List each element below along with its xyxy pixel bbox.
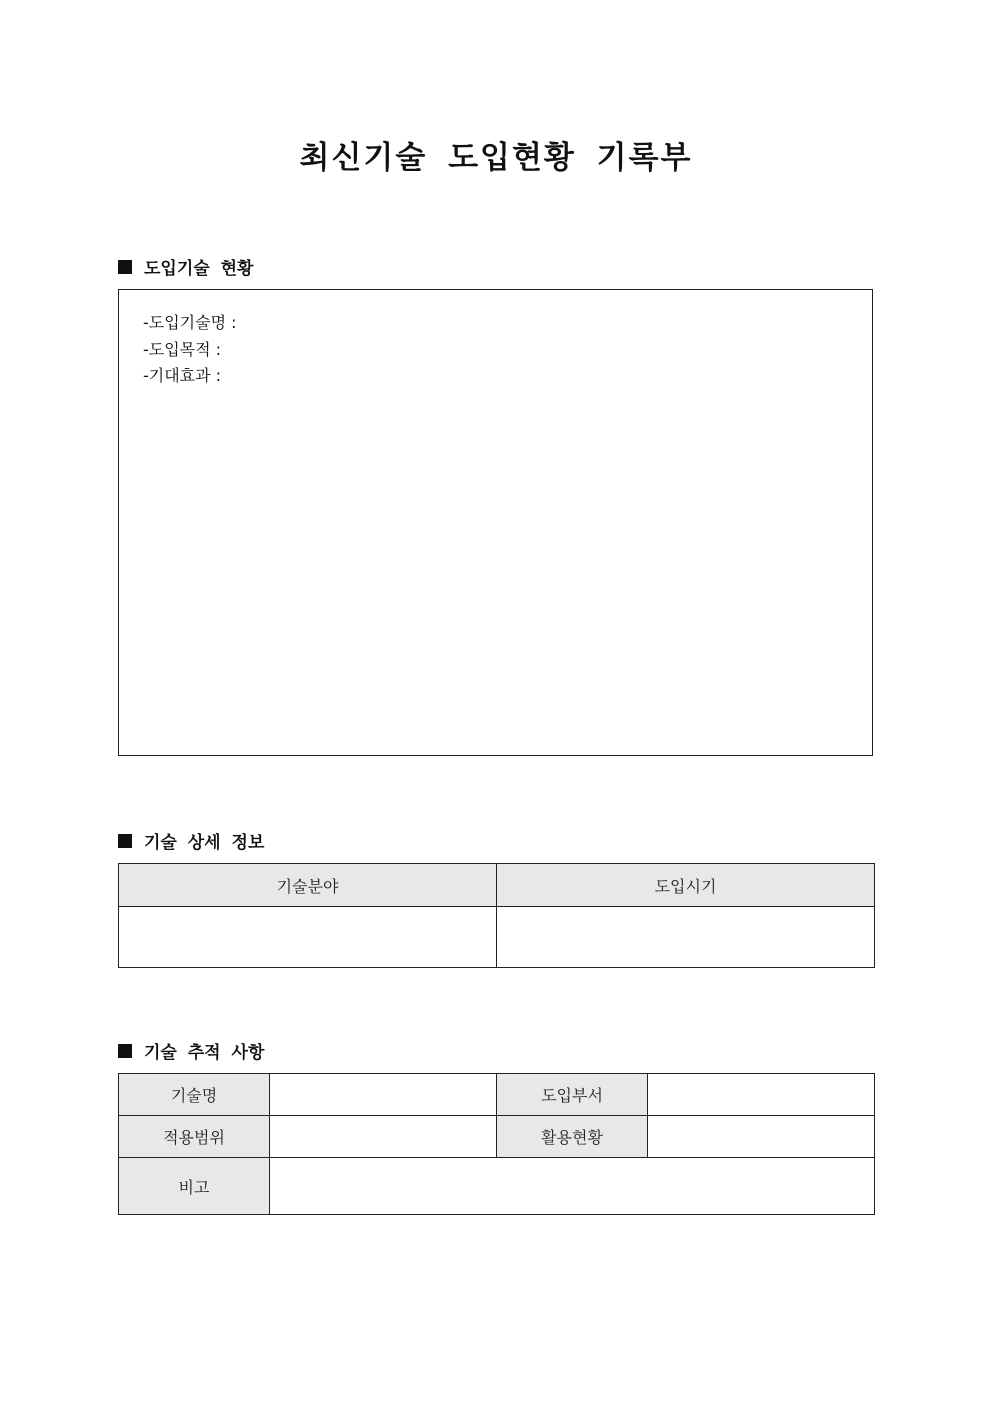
label-remarks: 비고	[119, 1158, 270, 1215]
label-usage: 활용현황	[497, 1116, 648, 1158]
section-heading-tracking	[118, 1038, 264, 1063]
header-intro-period: 도입시기	[497, 864, 875, 907]
section-heading-overview	[118, 254, 253, 279]
section-heading-label: 도입기술 현황	[144, 259, 254, 279]
label-scope: 적용범위	[119, 1116, 270, 1158]
remarks-cell[interactable]	[270, 1158, 875, 1215]
tracking-table	[118, 1073, 875, 1215]
dept-cell[interactable]	[648, 1074, 875, 1116]
square-bullet-icon	[118, 1044, 132, 1058]
square-bullet-icon	[118, 260, 132, 274]
expected-effect-line: -기대효과 :	[143, 366, 222, 385]
tech-name-cell[interactable]	[270, 1074, 497, 1116]
usage-cell[interactable]	[648, 1116, 875, 1158]
tech-field-cell[interactable]	[119, 907, 497, 968]
section-heading-label: 기술 추적 사항	[144, 1043, 265, 1063]
tech-name-line: -도입기술명 :	[143, 313, 237, 332]
label-dept: 도입부서	[497, 1074, 648, 1116]
scope-cell[interactable]	[270, 1116, 497, 1158]
section-heading-details	[118, 828, 264, 853]
section-heading-label: 기술 상세 정보	[144, 833, 265, 853]
intro-period-cell[interactable]	[497, 907, 875, 968]
square-bullet-icon	[118, 834, 132, 848]
purpose-line: -도입목적 :	[143, 339, 222, 359]
details-table	[118, 863, 875, 968]
page-title: 최신기술 도입현황 기록부	[299, 140, 693, 176]
overview-box[interactable]	[118, 289, 873, 756]
label-tech-name: 기술명	[119, 1074, 270, 1116]
header-tech-field: 기술분야	[119, 864, 497, 907]
